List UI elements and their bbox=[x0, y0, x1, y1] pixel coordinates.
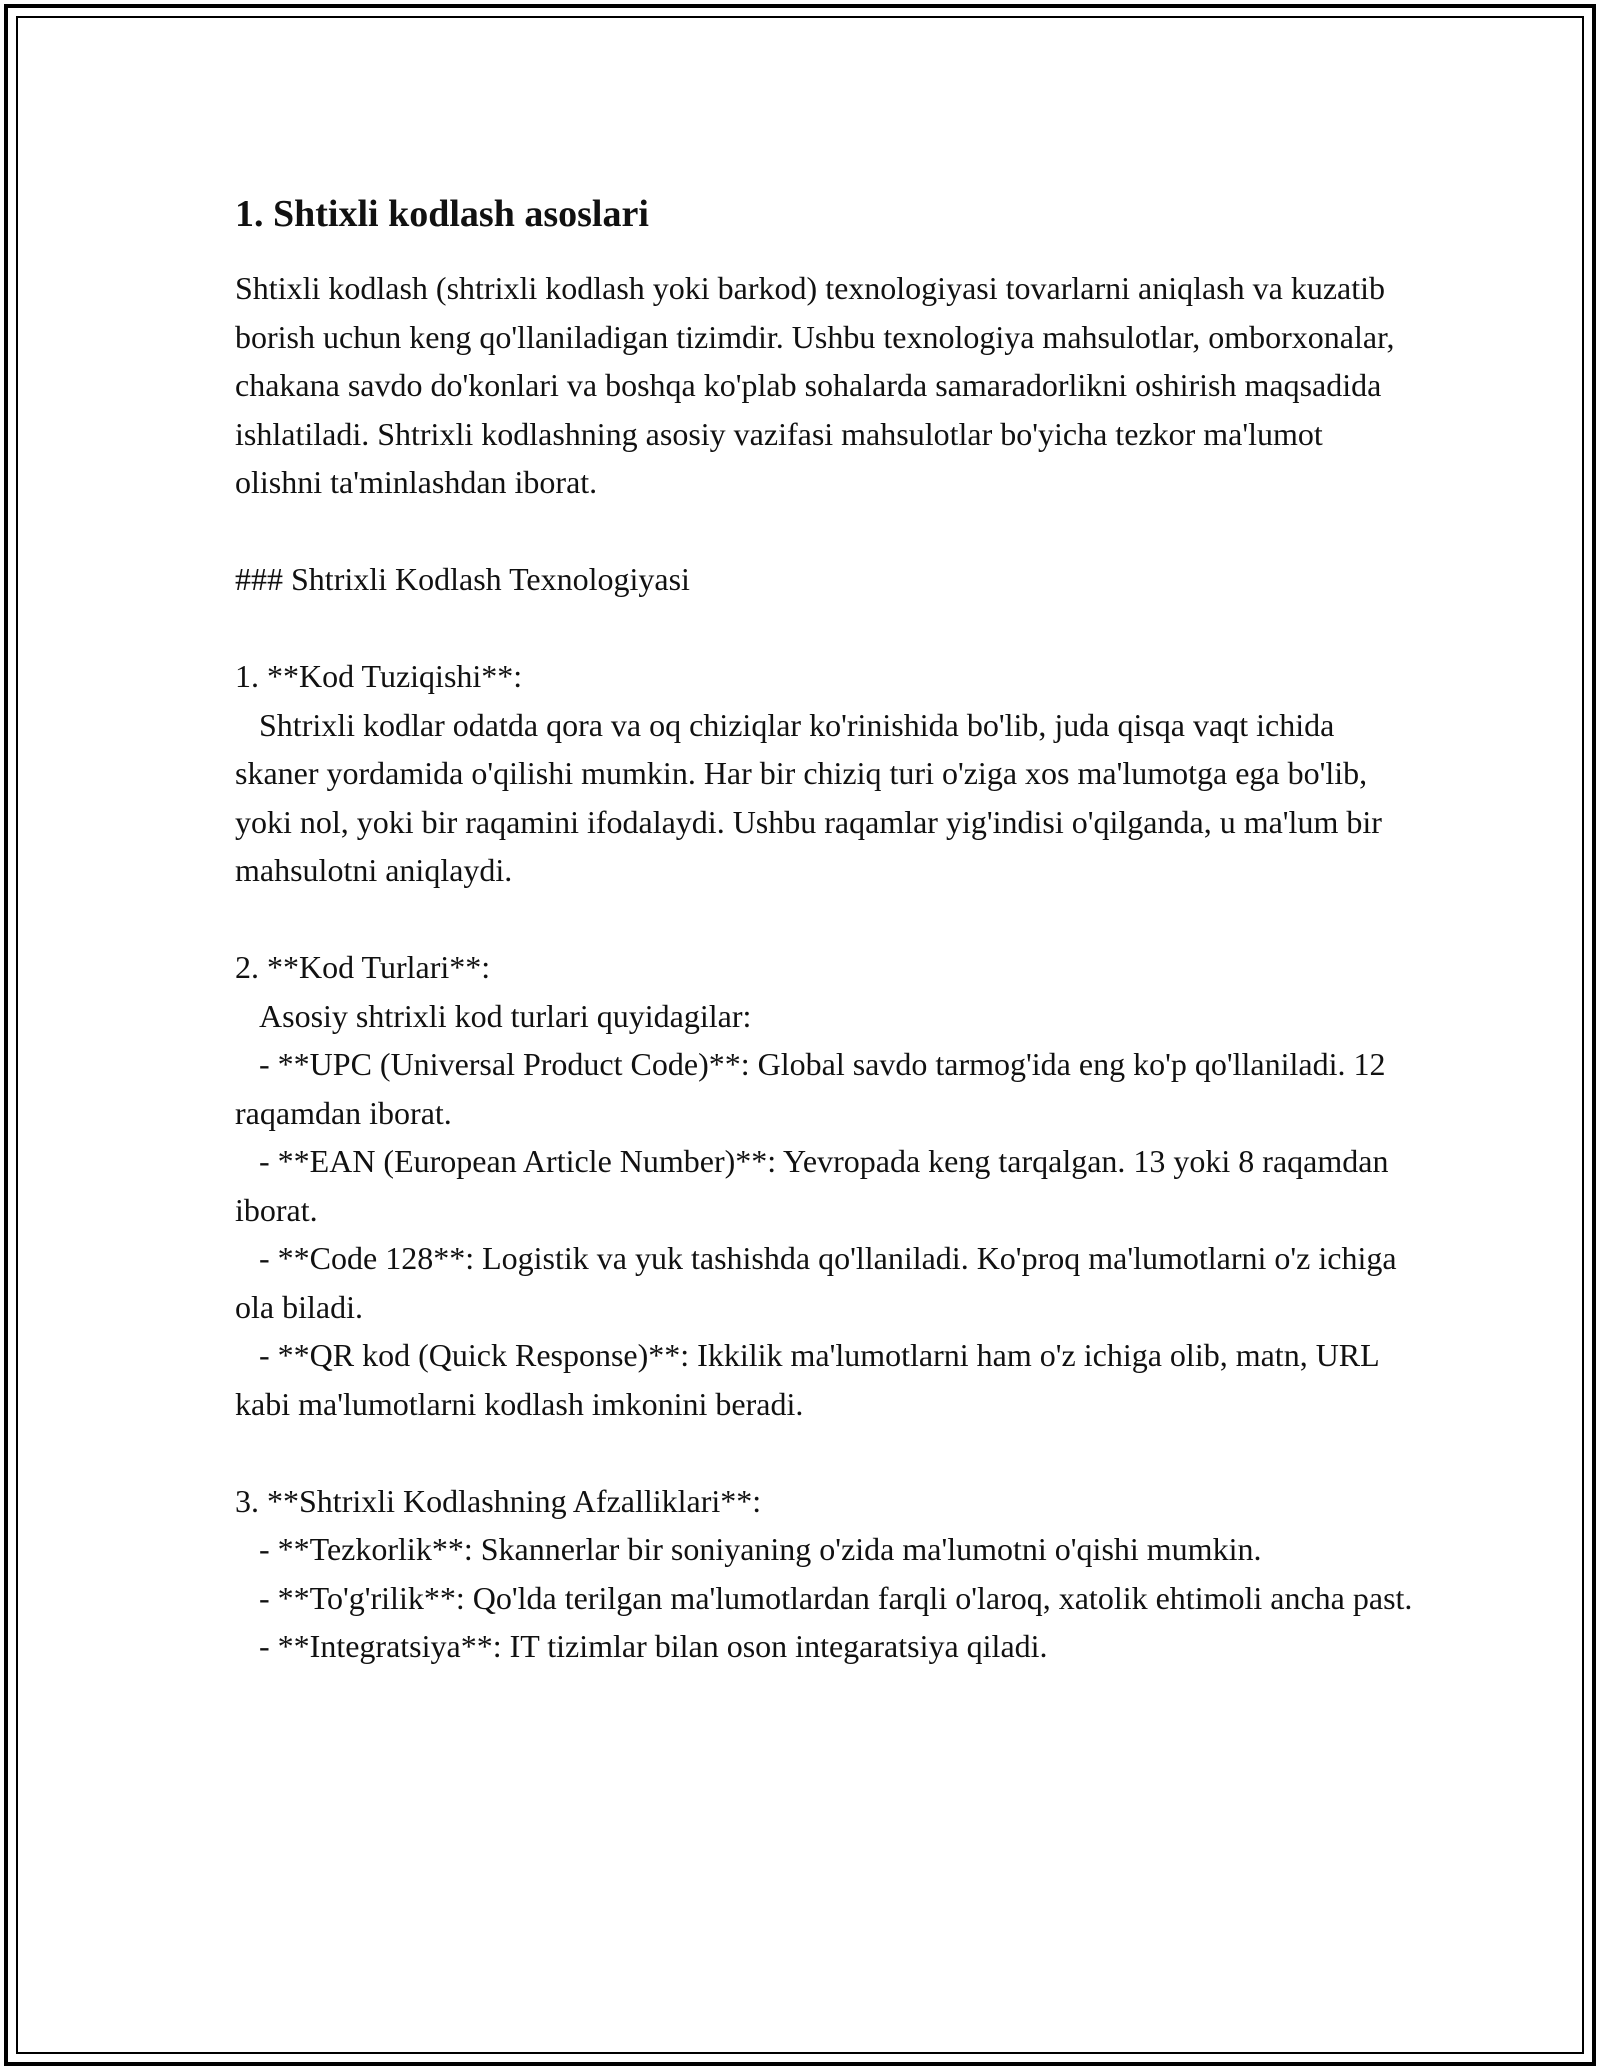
document-heading: 1. Shtixli kodlash asoslari bbox=[235, 193, 649, 235]
spacer bbox=[235, 507, 1415, 556]
section-1-body: Shtrixli kodlar odatda qora va oq chiziqlar ko'rinishida bo'lib, juda qisqa vaqt ichida skaner yordamida o'qilishi mumkin. Har bir chiziq turi o'ziga xos ma'lumotga ega bo'lib, yoki nol, yoki bir raqamini ifodalaydi. Ushbu raqamlar yig'indisi o'qilganda, u ma'lum bir mahsulotni aniqlaydi. bbox=[235, 706, 1390, 888]
section-3-title: 3. **Shtrixli Kodlashning Afzalliklari**: bbox=[235, 1482, 762, 1519]
spacer bbox=[235, 604, 1415, 653]
list-item-upc: - **UPC (Universal Product Code)**: Global savdo tarmog'ida eng ko'p qo'llaniladi. 12 raqamdan iborat. bbox=[235, 1046, 1394, 1131]
list-item-code128: - **Code 128**: Logistik va yuk tashishda qo'llaniladi. Ko'proq ma'lumotlarni o'z ichiga ola biladi. bbox=[235, 1240, 1405, 1325]
intro-paragraph: Shtixli kodlash (shtrixli kodlash yoki barkod) texnologiyasi tovarlarni aniqlash va kuzatib borish uchun keng qo'llaniladigan tizimdir. Ushbu texnologiya mahsulotlar, omborxonalar, chakana savdo do'konlari va boshqa ko'plab sohalarda samaradorlikni oshirish maqsadida ishlatiladi. Shtrixli kodlashning asosiy vazifasi mahsulotlar bo'yicha tezkor ma'lumot olishni ta'minlashdan iborat. bbox=[235, 270, 1403, 500]
subheading: ### Shtrixli Kodlash Texnologiyasi bbox=[235, 561, 690, 597]
list-item-integratsiya: - **Integratsiya**: IT tizimlar bilan oson integaratsiya qiladi. bbox=[235, 1628, 1048, 1664]
spacer bbox=[235, 1428, 1415, 1477]
spacer bbox=[235, 895, 1415, 944]
list-item-tezkorlik: - **Tezkorlik**: Skannerlar bir soniyaning o'zida ma'lumotni o'qishi mumkin. bbox=[235, 1531, 1262, 1567]
list-item-togrilik: - **To'g'rilik**: Qo'lda terilgan ma'lumotlardan farqli o'laroq, xatolik ehtimoli ancha past. bbox=[235, 1579, 1413, 1616]
section-2-intro: Asosiy shtrixli kod turlari quyidagilar: bbox=[235, 997, 752, 1034]
section-1-title: 1. **Kod Tuziqishi**: bbox=[235, 658, 523, 694]
document-body bbox=[235, 184, 1415, 1671]
list-item-qr: - **QR kod (Quick Response)**: Ikkilik ma'lumotlarni ham o'z ichiga olib, matn, URL kabi ma'lumotlarni kodlash imkonini beradi. bbox=[235, 1337, 1387, 1422]
list-item-ean: - **EAN (European Article Number)**: Yevropada keng tarqalgan. 13 yoki 8 raqamdan iborat. bbox=[235, 1143, 1397, 1228]
section-2-title: 2. **Kod Turlari**: bbox=[235, 949, 491, 985]
